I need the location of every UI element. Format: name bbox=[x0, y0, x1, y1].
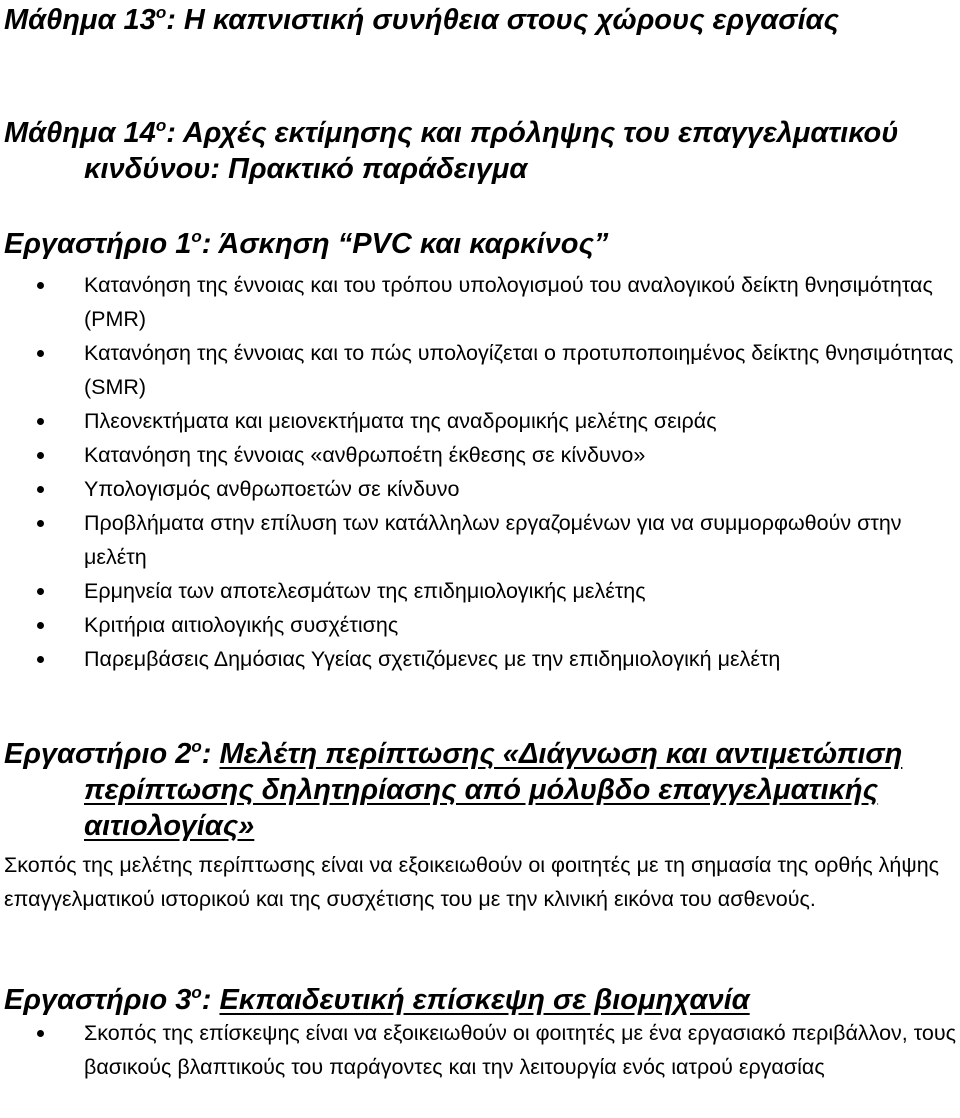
bullet-icon bbox=[37, 520, 44, 527]
list-item-text: Υπολογισμός ανθρωποετών σε κίνδυνο bbox=[84, 477, 460, 501]
lesson-14-heading bbox=[4, 115, 956, 187]
list-item-text: Προβλήματα στην επίλυση των κατάλληλων εργαζομένων για να συμμορφωθούν στην μελέτη bbox=[84, 511, 902, 569]
list-item-text: Κατανόηση της έννοιας και το πώς υπολογίζεται ο προτυποποιημένος δείκτης θνησιμότητας (SMR) bbox=[84, 341, 954, 399]
bullet-icon bbox=[37, 656, 44, 663]
list-item bbox=[4, 404, 956, 438]
list-item bbox=[4, 268, 956, 336]
lab-2-heading bbox=[4, 736, 956, 844]
list-item bbox=[4, 574, 956, 608]
lab-3-prefix: Εργαστήριο 3 bbox=[4, 984, 192, 1016]
lab-1-title: : Άσκηση “PVC και καρκίνος” bbox=[201, 228, 609, 260]
bullet-icon bbox=[37, 1030, 44, 1037]
lesson-14-prefix: Μάθημα 14 bbox=[4, 117, 156, 149]
lab-2-colon: : bbox=[201, 738, 220, 770]
list-item-text: Ερμηνεία των αποτελεσμάτων της επιδημιολογικής μελέτης bbox=[84, 579, 646, 603]
lesson-14-title-line2: κινδύνου: Πρακτικό παράδειγμα bbox=[84, 153, 528, 185]
bullet-icon bbox=[37, 486, 44, 493]
list-item-text: Παρεμβάσεις Δημόσιας Υγείας σχετιζόμενες με την επιδημιολογική μελέτη bbox=[84, 647, 781, 671]
bullet-icon bbox=[37, 350, 44, 357]
lab-3-colon: : bbox=[201, 984, 220, 1016]
list-item bbox=[4, 642, 956, 676]
list-item bbox=[4, 506, 956, 574]
bullet-icon bbox=[37, 418, 44, 425]
lesson-14-sup: ο bbox=[155, 116, 167, 135]
lab-2-description: Σκοπός της μελέτης περίπτωσης είναι να εξοικειωθούν οι φοιτητές με τη σημασία της ορθής λήψης επαγγελματικού ιστορικού και της συσχέτισης του με την κλινική εικόνα του ασθενούς. bbox=[4, 853, 940, 911]
lab-2-title-line1: Μελέτη περίπτωσης «Διάγνωση και αντιμετώπιση bbox=[219, 738, 903, 770]
lab-2-title-line2-wrap bbox=[4, 772, 956, 808]
bullet-icon bbox=[37, 588, 44, 595]
lesson-14-title-line1: : Αρχές εκτίμησης και πρόληψης του επαγγελματικού bbox=[166, 117, 899, 149]
list-item-text: Πλεονεκτήματα και μειονεκτήματα της αναδρομικής μελέτης σειράς bbox=[84, 409, 717, 433]
lesson-13-prefix: Μάθημα 13 bbox=[4, 4, 156, 36]
lab-1-list bbox=[4, 268, 956, 676]
lesson-13-sup: ο bbox=[155, 3, 167, 22]
bullet-icon bbox=[37, 452, 44, 459]
lesson-13-title: : Η καπνιστική συνήθεια στους χώρους εργασίας bbox=[166, 4, 839, 36]
lab-1-heading bbox=[4, 226, 608, 262]
lab-2-prefix: Εργαστήριο 2 bbox=[4, 738, 192, 770]
list-item-text: Κατανόηση της έννοιας και του τρόπου υπολογισμού του αναλογικού δείκτη θνησιμότητας (PMR) bbox=[84, 273, 933, 331]
lab-2-title-line3-wrap bbox=[4, 808, 956, 844]
lab-2-title-line2: περίπτωσης δηλητηρίασης από μόλυβδο επαγγελματικής bbox=[84, 774, 879, 806]
lab-3-list bbox=[4, 1016, 956, 1084]
list-item bbox=[4, 608, 956, 642]
lab-2-sup: ο bbox=[191, 737, 202, 756]
list-item bbox=[4, 472, 956, 506]
bullet-icon bbox=[37, 622, 44, 629]
list-item-text: Κατανόηση της έννοιας «ανθρωποέτη έκθεσης σε κίνδυνο» bbox=[84, 443, 646, 467]
lab-3-heading bbox=[4, 982, 956, 1018]
lesson-13-heading bbox=[4, 2, 839, 38]
lab-3-title: Εκπαιδευτική επίσκεψη σε βιομηχανία bbox=[219, 984, 750, 1016]
lab-2-title-line3: αιτιολογίας» bbox=[84, 810, 255, 842]
bullet-icon bbox=[37, 282, 44, 289]
list-item bbox=[4, 1016, 956, 1084]
list-item bbox=[4, 336, 956, 404]
list-item-text: Σκοπός της επίσκεψης είναι να εξοικειωθούν οι φοιτητές με ένα εργασιακό περιβάλλον, τους βασικούς βλαπτικούς του παράγοντες και την λειτουργία ενός ιατρού εργασίας bbox=[84, 1021, 956, 1079]
lab-3-sup: ο bbox=[191, 983, 202, 1002]
lab-1-sup: ο bbox=[191, 227, 202, 246]
lab-1-prefix: Εργαστήριο 1 bbox=[4, 228, 192, 260]
list-item-text: Κριτήρια αιτιολογικής συσχέτισης bbox=[84, 613, 399, 637]
list-item bbox=[4, 438, 956, 472]
